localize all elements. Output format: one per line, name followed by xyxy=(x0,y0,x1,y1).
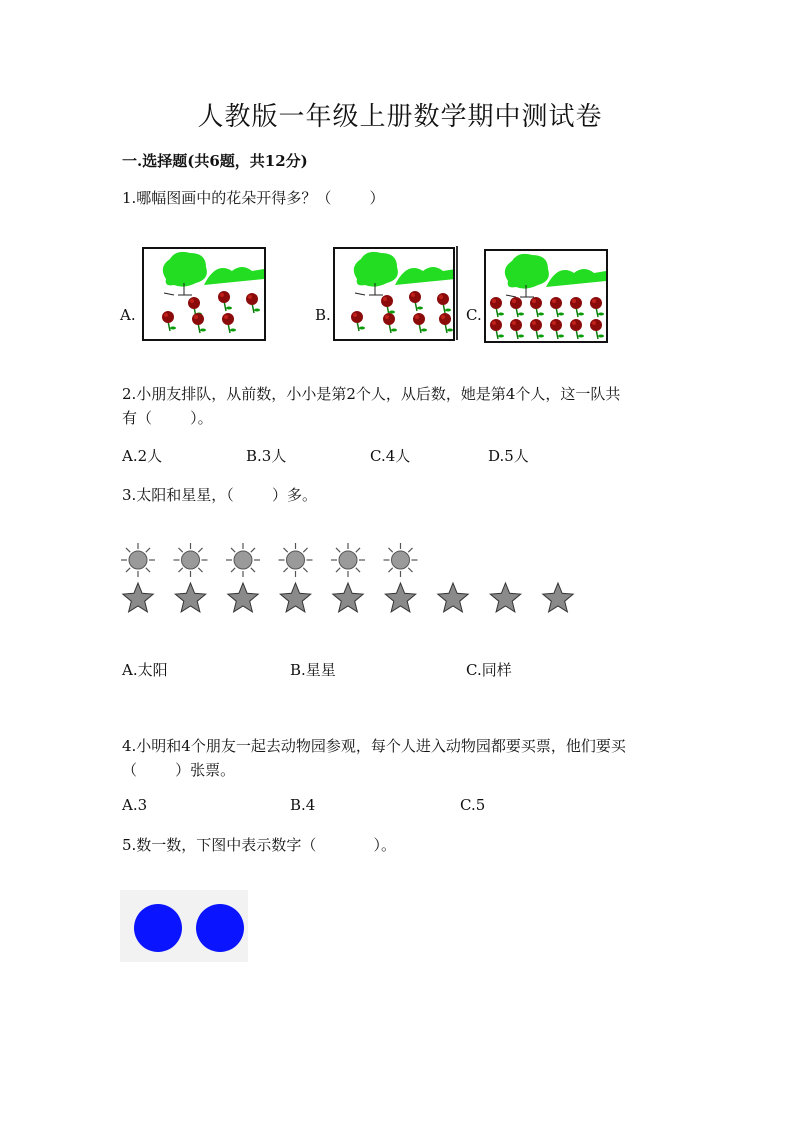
flower-icon xyxy=(222,313,236,333)
flower-icon xyxy=(351,311,365,331)
flower-icon xyxy=(590,297,604,317)
sun-star-figure xyxy=(112,536,582,620)
garden-scene-a xyxy=(144,249,264,339)
q2-option-a[interactable]: A.2人 xyxy=(122,447,163,465)
flower-icon xyxy=(162,311,176,331)
q4-option-c[interactable]: C.5 xyxy=(460,796,486,814)
flower-icon xyxy=(550,319,564,339)
flower-icon xyxy=(192,313,206,333)
circle-figure xyxy=(120,890,248,962)
star-icon xyxy=(123,583,153,612)
star-icon xyxy=(280,583,310,612)
q2-option-d[interactable]: D.5人 xyxy=(488,447,529,465)
q2-option-c[interactable]: C.4人 xyxy=(370,447,411,465)
flower-icon xyxy=(218,291,232,311)
q3-option-c[interactable]: C.同样 xyxy=(466,661,512,679)
flower-icon xyxy=(381,295,395,315)
hill-shape xyxy=(204,267,264,285)
section-heading: 一.选择题(共6题，共12分) xyxy=(122,152,308,170)
flower-icon xyxy=(530,319,544,339)
q1-picture-c xyxy=(484,249,608,343)
flower-icon xyxy=(439,313,453,333)
q4-option-b[interactable]: B.4 xyxy=(290,796,316,814)
q1-picture-b xyxy=(333,247,455,341)
page-title: 人教版一年级上册数学期中测试卷 xyxy=(197,102,603,132)
flower-icon xyxy=(530,297,544,317)
sun-icon xyxy=(279,543,313,577)
flower-icon xyxy=(490,319,504,339)
question-4-line-2: （ ）张票。 xyxy=(122,761,236,779)
star-icon xyxy=(175,583,205,612)
question-1: 1.哪幅图画中的花朵开得多？（ ） xyxy=(122,189,385,207)
q3-option-b[interactable]: B.星星 xyxy=(290,661,336,679)
hill-shape xyxy=(546,269,606,287)
flower-icon xyxy=(437,293,451,313)
question-2-line-2: 有（ ）。 xyxy=(122,409,213,427)
q1-option-c[interactable]: C. xyxy=(466,306,482,324)
question-2-line-1: 2.小朋友排队，从前数，小小是第2个人，从后数，她是第4个人，这一队共 xyxy=(122,385,621,403)
flower-icon xyxy=(409,291,423,311)
hill-shape xyxy=(395,267,453,285)
tree-canopy xyxy=(505,254,549,289)
star-icon xyxy=(333,583,363,612)
star-icon xyxy=(490,583,520,612)
sun-icon xyxy=(384,543,418,577)
question-4-line-1: 4.小明和4个朋友一起去动物园参观，每个人进入动物园都要买票，他们要买 xyxy=(122,737,626,755)
flower-icon xyxy=(383,313,397,333)
flower-icon xyxy=(510,319,524,339)
q5-picture xyxy=(120,890,248,962)
flower-icon xyxy=(590,319,604,339)
sun-icon xyxy=(121,543,155,577)
flower-icon xyxy=(550,297,564,317)
q1-option-a[interactable]: A. xyxy=(120,306,136,324)
garden-scene-c xyxy=(486,251,606,341)
flower-icon xyxy=(490,297,504,317)
tree-canopy xyxy=(163,252,207,287)
star-icon xyxy=(438,583,468,612)
q2-option-b[interactable]: B.3人 xyxy=(246,447,287,465)
q4-option-a[interactable]: A.3 xyxy=(122,796,148,814)
question-3: 3.太阳和星星，（ ）多。 xyxy=(122,486,317,504)
sun-icon xyxy=(226,543,260,577)
tree-canopy xyxy=(354,252,398,287)
flower-icon xyxy=(413,313,427,333)
divider-line xyxy=(456,246,458,340)
q1-picture-a xyxy=(142,247,266,341)
star-icon xyxy=(543,583,573,612)
flower-icon xyxy=(570,319,584,339)
flower-icon xyxy=(510,297,524,317)
star-icon xyxy=(385,583,415,612)
star-icon xyxy=(228,583,258,612)
sun-icon xyxy=(174,543,208,577)
q1-option-b[interactable]: B. xyxy=(315,306,331,324)
garden-scene-b xyxy=(335,249,453,339)
blue-circle xyxy=(134,904,182,952)
sun-icon xyxy=(331,543,365,577)
q3-option-a[interactable]: A.太阳 xyxy=(122,661,168,679)
blue-circle xyxy=(196,904,244,952)
flower-icon xyxy=(246,293,260,313)
question-5: 5.数一数，下图中表示数字（ ）。 xyxy=(122,836,397,854)
flower-icon xyxy=(570,297,584,317)
